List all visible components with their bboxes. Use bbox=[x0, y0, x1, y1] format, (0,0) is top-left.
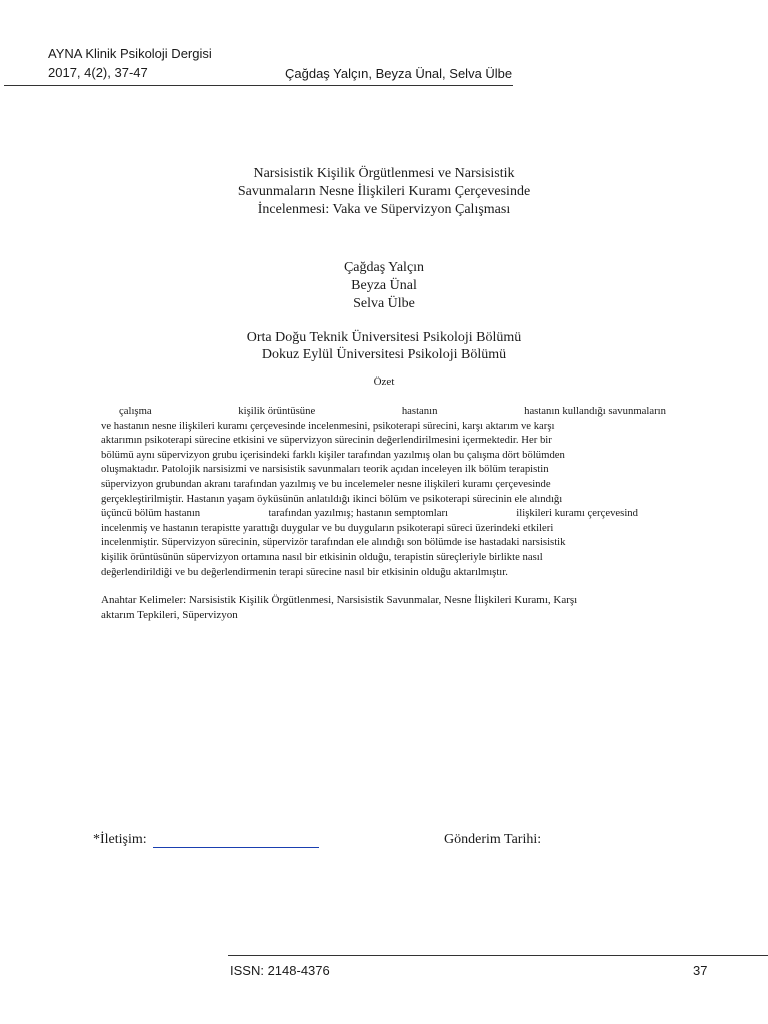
abstract-fragment: kişilik örüntüsüne bbox=[238, 405, 316, 417]
journal-volume: 2017, 4(2), 37-47 bbox=[48, 65, 148, 80]
affiliation-list bbox=[0, 329, 768, 363]
abstract-line: değerlendirildiği ve bu değerlendirmenin terapi sürecine nasıl bir etkisinin olduğu aktarılmıştır. bbox=[101, 565, 508, 578]
abstract-line: incelenmiştir. Süpervizyon sürecinin, süpervizör tarafından ele alındığı son bölümde ise hastadaki narsisistik bbox=[101, 536, 566, 549]
affiliation: Dokuz Eylül Üniversitesi Psikoloji Bölümü bbox=[261, 347, 507, 362]
author-name: Çağdaş Yalçın bbox=[343, 260, 425, 275]
affiliation: Orta Doğu Teknik Üniversitesi Psikoloji Bölümü bbox=[246, 330, 522, 345]
abstract-fragment: hastanın kullandığı savunmaların bbox=[524, 405, 666, 417]
abstract-line: ve hastanın nesne ilişkileri kuramı çerçevesinde incelenmesini, psikoterapi sürecini, karşı aktarım ve karşı bbox=[101, 419, 555, 432]
keywords bbox=[101, 593, 671, 623]
contact-link-field[interactable] bbox=[153, 833, 319, 848]
keywords-line: Anahtar Kelimeler: Narsisistik Kişilik Örgütlenmesi, Narsisistik Savunmalar, Nesne İlişkileri Kuramı, Karşı bbox=[101, 594, 578, 606]
article-title bbox=[0, 165, 768, 219]
abstract-line: kişilik örüntüsünün süpervizyon ortamına nasıl bir etkisinin olduğu, terapistin süreçleriyle birlikte nasıl bbox=[101, 550, 543, 563]
abstract-body bbox=[101, 404, 666, 579]
author-name: Beyza Ünal bbox=[351, 278, 417, 293]
journal-header bbox=[48, 44, 212, 82]
footer-divider bbox=[228, 955, 768, 956]
abstract-heading: Özet bbox=[373, 376, 395, 388]
header-divider bbox=[4, 85, 513, 86]
journal-name: AYNA Klinik Psikoloji Dergisi bbox=[48, 46, 212, 61]
author-list bbox=[0, 259, 768, 313]
abstract-fragment: çalışma bbox=[119, 405, 152, 417]
footer-issn: ISSN: 2148-4376 bbox=[230, 963, 330, 978]
header-authors: Çağdaş Yalçın, Beyza Ünal, Selva Ülbe bbox=[285, 66, 513, 81]
abstract-fragment: üçüncü bölüm hastanın bbox=[101, 507, 201, 520]
abstract-line: süpervizyon grubundan akranı tarafından yazılmış ve bu incelemeler nesne ilişkileri kuramı çerçevesinde bbox=[101, 477, 551, 490]
abstract-line bbox=[101, 506, 666, 521]
title-line: İncelenmesi: Vaka ve Süpervizyon Çalışması bbox=[257, 202, 511, 217]
page-number: 37 bbox=[693, 963, 708, 978]
contact-row bbox=[93, 832, 319, 848]
author-name: Selva Ülbe bbox=[353, 296, 415, 311]
abstract-line: bölümü aynı süpervizyon grubu içerisindeki farklı kişiler tarafından yazılmış olan bu çalışma dört bölümden bbox=[101, 448, 565, 461]
abstract-line: incelenmiş ve hastanın terapistte yarattığı duygular ve bu duyguların psikoterapi süreci üzerindeki etkileri bbox=[101, 521, 554, 534]
abstract-line: gerçekleştirilmiştir. Hastanın yaşam öyküsünün anlatıldığı ikinci bölüm ve psikoterapi sürecinin ele alındığı bbox=[101, 492, 563, 505]
abstract-fragment: ilişkileri kuramı çerçevesind bbox=[516, 507, 638, 520]
title-line: Savunmaların Nesne İlişkileri Kuramı Çerçevesinde bbox=[237, 184, 531, 199]
keywords-line: aktarım Tepkileri, Süpervizyon bbox=[101, 609, 238, 621]
abstract-line bbox=[101, 404, 666, 419]
title-line: Narsisistik Kişilik Örgütlenmesi ve Narsisistik bbox=[253, 166, 515, 181]
sent-date-label: Gönderim Tarihi: bbox=[444, 832, 542, 847]
abstract-line: aktarımın psikoterapi sürecine etkisini ve süpervizyon sürecinin değerlendirilmesini içermektedir. Her bir bbox=[101, 434, 552, 447]
contact-label: *İletişim: bbox=[93, 832, 147, 847]
abstract-line: oluşmaktadır. Patolojik narsisizmi ve narsisistik savunmaları teorik açıdan inceleyen ilk bölüm terapistin bbox=[101, 463, 549, 476]
abstract-fragment: tarafından yazılmış; hastanın semptomları bbox=[268, 507, 448, 520]
abstract-fragment: hastanın bbox=[401, 405, 438, 417]
